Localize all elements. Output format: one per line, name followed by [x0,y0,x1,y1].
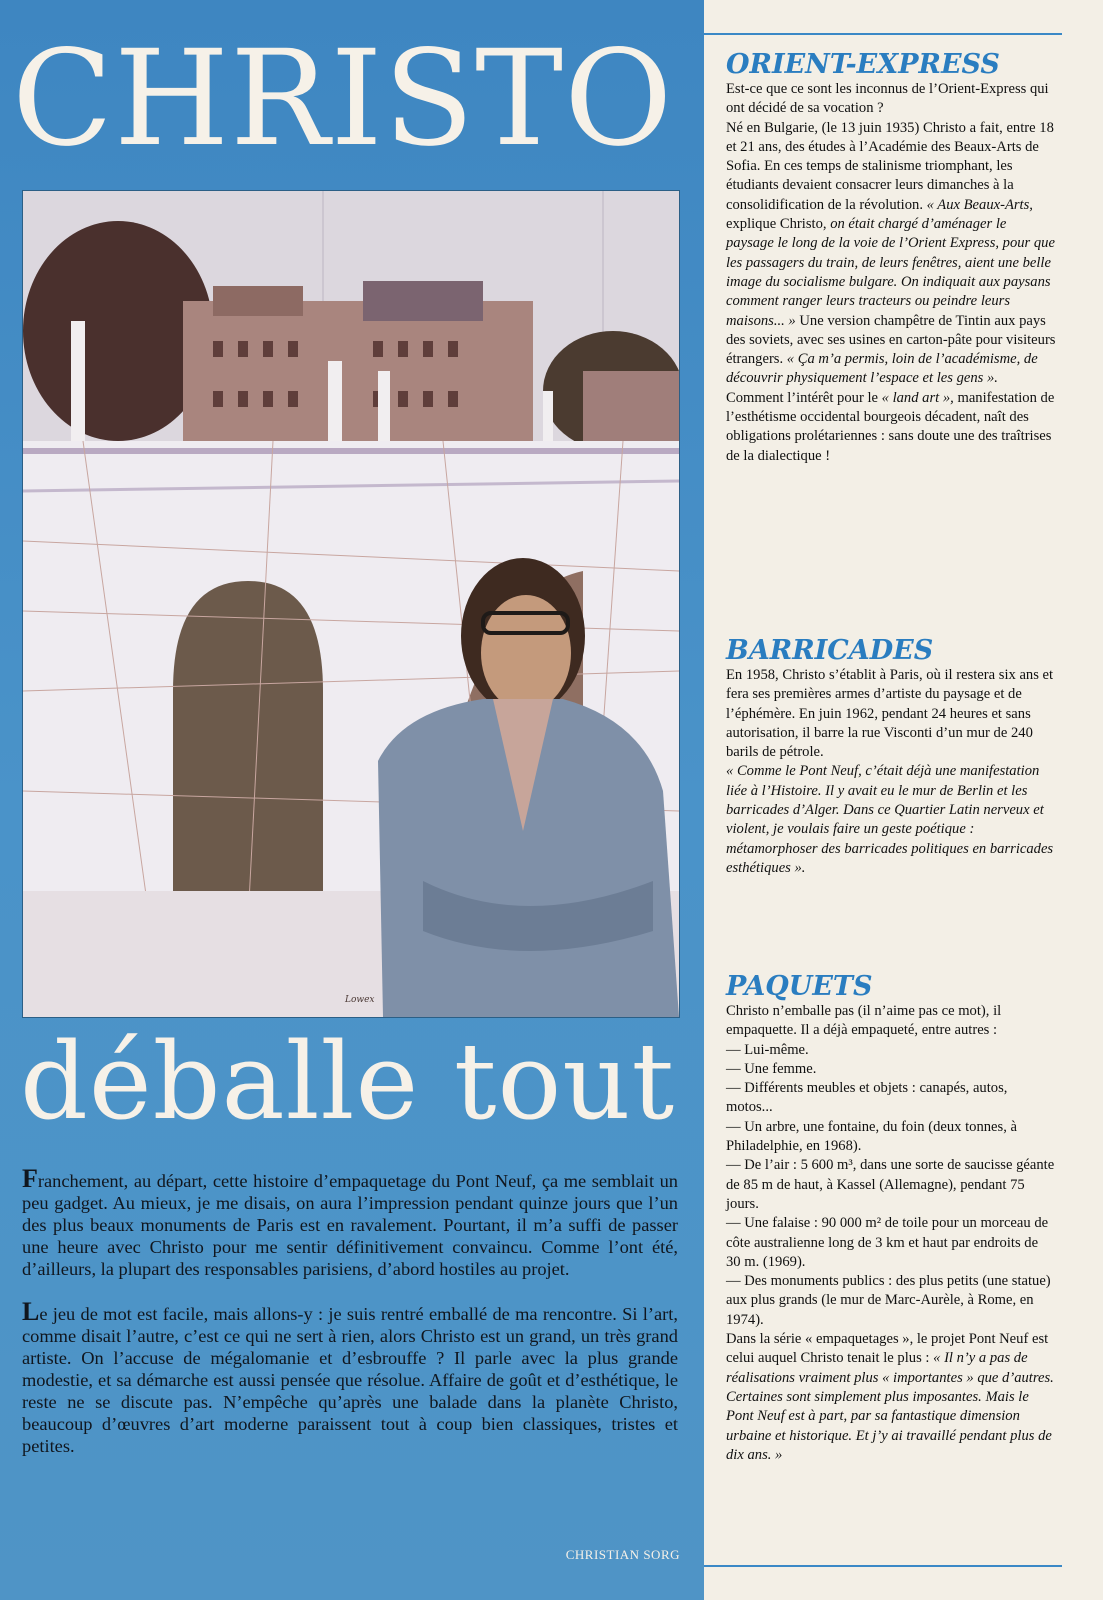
list-item: — De l’air : 5 600 m³, dans une sorte de saucisse géante de 85 m de haut, à Kassel (Allemagne), pendant 75 jours. [726,1157,1055,1212]
list-item: — Une femme. [726,1060,817,1077]
section-heading-orient-express: ORIENT-EXPRESS [726,49,1000,80]
orient-quote-3: « Ça m’a permis, loin de l’académisme, de découvrir physiquement l’espace et les gens ». [726,351,1038,387]
intro-paragraph-2 [22,1297,678,1457]
orient-text-3: explique Christo, [726,216,827,233]
orient-text-5: Comment l’intérêt pour le [726,389,878,406]
list-item: — Une falaise : 90 000 m² de toile pour un morceau de côte australienne long de 3 km et haut par endroits de 30 m. (1969). [726,1215,1049,1270]
orient-text-2: Né en Bulgarie, (le 13 juin 1935) Christo a fait, entre 18 et 21 ans, des études à l’Académie des Beaux-Arts de Sofia. En ces temps de stalinisme triomphant, les étudiants devaient consacrer leurs dimanches à la consolidification de la révolution. [726,119,1054,213]
intro-paragraph-1-text: ranchement, au départ, cette histoire d’empaquetage du Pont Neuf, ça me semblait un peu gadget. Au mieux, je me disais, on aura l’impression pendant quinze jours que l’un des plus beaux monuments de Paris est en ravalement. Pourtant, il m’a suffi de passer une heure avec Christo pour me sentir définitivement convaincu. Comme l’ont été, d’ailleurs, la plupart des responsables parisiens, d’abord hostiles au projet. [22,1171,678,1279]
list-item: — Un arbre, une fontaine, du foin (deux tonnes, à Philadelphie, en 1968). [726,1118,1017,1155]
intro-paragraph-2-text: e jeu de mot est facile, mais allons-y : je suis rentré emballé de ma rencontre. Si l’art, comme disait l’autre, c’est ce qui ne sert à rien, alors Christo est un grand, un très grand artiste. On l’accuse de mégalomanie et d’esbrouffe ? Il parle avec la plus grande modestie, et sa démarche est aussi pensée que résolue. Affaire de goût et d’esthétique, le reste ne se discute pas. N’empêche qu’après une balade dans la planète Christo, beaucoup d’œuvres d’art moderne paraissent tout à coup bien classiques, tristes et petites. [22,1304,678,1456]
section-barricades [726,636,1056,878]
paquets-text-1: Christo n’emballe pas (il n’aime pas ce mot), il empaquette. Il a déjà empaqueté, entre autres : [726,1003,1002,1039]
barricades-quote-1: « Comme le Pont Neuf, c’était déjà une manifestation liée à l’Histoire. Il y avait eu le mur de Berlin et les barricades d’Alger. Dans ce Quartier Latin nerveux et violent, je voulais faire un geste poétique : métamorphoser des barricades politiques en barricades esthétiques ». [726,763,1054,876]
section-heading-paquets: PAQUETS [726,971,873,1002]
intro-paragraph-1 [22,1164,678,1280]
dropcap-1: F [22,1164,38,1193]
barricades-text-1: En 1958, Christo s’établit à Paris, où il restera six ans et fera ses premières armes d’artiste du paysage et de l’éphémère. En juin 1962, pendant 24 heures et sans autorisation, il barre la rue Visconti d’un mur de 240 barils de pétrole. [726,667,1054,761]
section-body-orient-express [726,80,1056,466]
orient-text-6: manifestation de l’esthétisme occidental bourgeois décadent, naît des obligations prolétariennes : sans doute une des traîtrises de la dialectique ! [726,389,1055,464]
orient-quote-4: « land art », [881,389,954,406]
list-item: — Lui-même. [726,1041,809,1058]
orient-text-1: Est-ce que ce sont les inconnus de l’Orient-Express qui ont décidé de sa vocation ? [726,81,1049,117]
section-body-barricades [726,666,1056,878]
section-body-paquets [726,1002,1056,1465]
article-intro [22,1164,678,1478]
article-subtitle: déballe tout [20,1020,676,1143]
paquets-quote-1: « Il n’y a pas de réalisations vraiment plus « importantes » que d’autres. Certaines sont simplement plus imposantes. Mais le Pont Neuf est à part, par sa fantastique dimension urbaine et historique. Et j’y ai travaillé pendant plus de dix ans. » [726,1350,1054,1463]
byline: CHRISTIAN SORG [565,1547,680,1562]
section-paquets [726,972,1056,1465]
section-orient-express [726,50,1056,466]
orient-quote-2: on était chargé d’aménager le paysage le long de la voie de l’Orient Express, pour que les passagers du train, de leurs fenêtres, aient une belle image du socialisme bulgare. On indiquait aux paysans comment ranger leurs tracteurs ou peindre leurs maisons... » [726,216,1055,329]
christo-pont-neuf-photo [22,190,680,1018]
list-item: — Des monuments publics : des plus petits (une statue) aux plus grands (le mur de Marc-Aurèle, à Rome, en 1974). [726,1273,1051,1328]
paquets-text-2: Dans la série « empaquetages », le projet Pont Neuf est celui auquel Christo tenait le plus : [726,1331,1049,1367]
sidebar-top-rule [704,33,1062,35]
section-heading-barricades: BARRICADES [726,635,934,666]
dropcap-2: L [22,1297,40,1326]
sidebar-bottom-rule [704,1565,1062,1567]
photo-signature: Lowex [345,995,375,1005]
photo-illustration [23,191,679,1017]
orient-quote-1: « Aux Beaux-Arts, [926,196,1033,213]
list-item: — Différents meubles et objets : canapés, autos, motos... [726,1080,1008,1116]
orient-text-4: Une version champêtre de Tintin aux pays des soviets, avec ses usines en carton-pâte pour visiteurs étrangers. [726,312,1056,368]
article-title: CHRISTO [12,22,674,176]
